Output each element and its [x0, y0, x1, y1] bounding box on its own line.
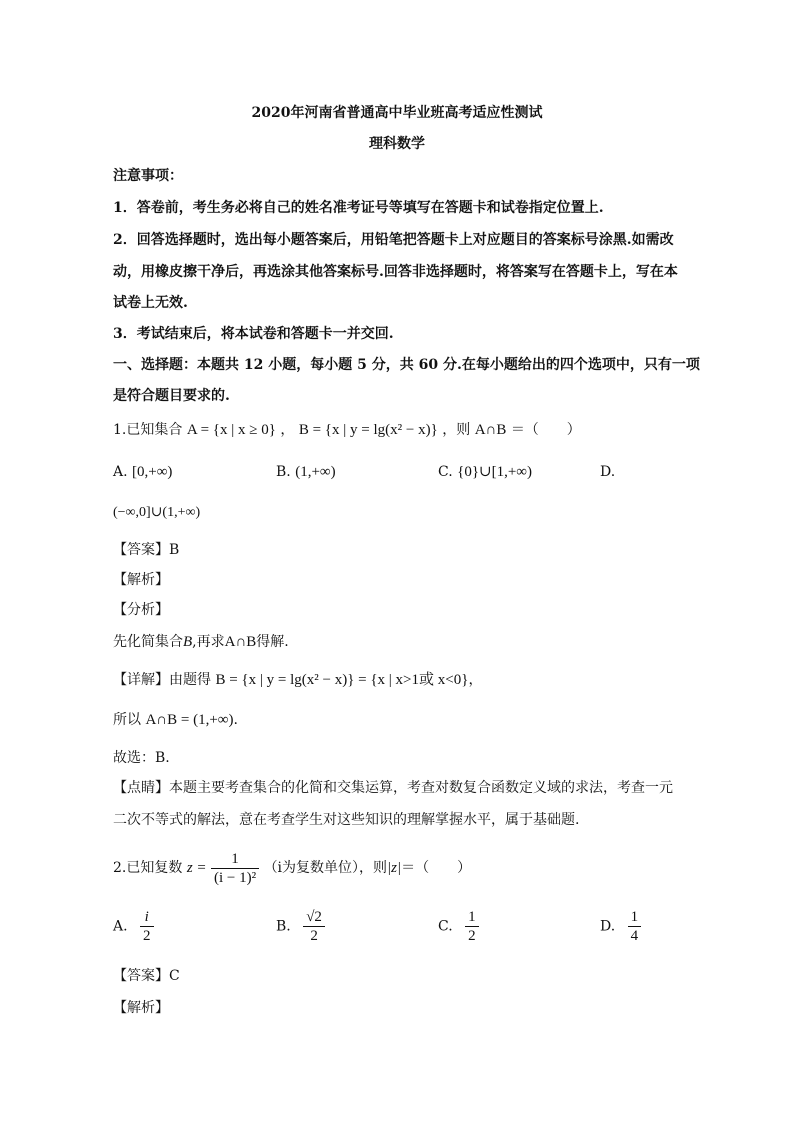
fraction-numerator: 1	[211, 850, 259, 869]
fenxi-intersection: A∩B	[224, 634, 257, 650]
fenxi-set-b: B	[183, 634, 193, 650]
option-a-numerator: i	[140, 908, 154, 927]
question-2-analysis-label: 【解析】	[113, 1000, 169, 1016]
question-1-option-b	[276, 462, 336, 482]
fenxi-text-part-1: 先化简集合	[113, 634, 183, 650]
option-b-value: (1,+∞)	[295, 464, 336, 480]
exam-subtitle: 理科数学	[369, 136, 425, 152]
option-d-label: D.	[600, 918, 616, 935]
conclusion-expression: A∩B = (1,+∞)	[145, 712, 234, 728]
section-heading-line-1: 一、选择题：本题共 12 小题，每小题 5 分，共 60 分.在每小题给出的四个选项中，只有一项	[113, 357, 700, 373]
fenxi-text-part-3: 得解.	[256, 634, 289, 650]
fraction-denominator: (i − 1)²	[213, 869, 257, 886]
option-a-label: A.	[113, 464, 128, 480]
question-2-answer: 【答案】C	[113, 968, 180, 984]
option-c-value: {0}∪[1,+∞)	[457, 464, 532, 480]
question-2-z: z =	[186, 860, 207, 876]
question-1-answer: 【答案】B	[113, 542, 180, 558]
option-b-numerator: √2	[303, 908, 325, 927]
question-1-option-a	[113, 462, 172, 482]
notice-item-1: 1．答卷前，考生务必将自己的姓名准考证号等填写在答题卡和试卷指定位置上.	[113, 200, 604, 216]
question-2-lead: 2.已知复数	[113, 860, 183, 876]
set-b-expression: B = {x | y = lg(x² − x)}	[298, 422, 438, 438]
option-c-denominator: 2	[468, 928, 476, 944]
question-1-fenxi-text	[113, 632, 289, 652]
question-1-review-line-1: 【点睛】本题主要考查集合的化简和交集运算，考查对数复合函数定义域的求法，考查一元	[113, 780, 673, 796]
question-2-tail: ＝（ ）	[401, 860, 472, 876]
question-1-option-d-label: D.	[600, 464, 616, 480]
option-a-denominator: 2	[143, 928, 151, 944]
conclusion-end: .	[233, 712, 238, 728]
option-d-fraction	[628, 908, 642, 945]
exam-title: 2020年河南省普通高中毕业班高考适应性测试	[251, 105, 543, 121]
question-1-analysis-label: 【解析】	[113, 572, 169, 588]
option-a-label: A.	[113, 918, 128, 935]
notice-item-3: 3．考试结束后，将本试卷和答题卡一并交回.	[113, 326, 394, 342]
question-1-option-c	[438, 462, 532, 482]
question-2-middle: （i为复数单位），则	[263, 860, 388, 876]
conclusion-text: 所以	[113, 712, 141, 728]
question-1-tail: ＝（ ）	[510, 422, 581, 438]
option-d-numerator: 1	[628, 908, 642, 927]
question-2-option-a	[113, 908, 154, 945]
question-1-ask: ，则	[442, 422, 471, 438]
question-2-abs-z: |z|	[387, 860, 402, 876]
option-d-denominator: 4	[630, 928, 639, 944]
option-b-denominator: 2	[310, 928, 318, 944]
option-c-label: C.	[438, 464, 453, 480]
question-1-lead: 1.已知集合	[113, 422, 183, 438]
detail-end: ，	[468, 672, 483, 688]
question-1-conclusion	[113, 710, 238, 730]
option-a-fraction	[140, 908, 154, 945]
question-2-option-c	[438, 908, 479, 945]
question-2-fraction	[211, 850, 259, 887]
question-2-stem	[113, 848, 471, 888]
detail-expression: B = {x | y = lg(x² − x)} = {x | x>1或 x<0}	[215, 672, 469, 688]
detail-label: 【详解】由题得	[113, 672, 211, 688]
question-2-option-d	[600, 908, 641, 945]
notice-heading: 注意事项：	[113, 168, 183, 184]
notice-item-2-line-2: 动，用橡皮擦干净后，再选涂其他答案标号.回答非选择题时，将答案写在答题卡上，写在本	[113, 264, 678, 280]
section-heading-line-2: 是符合题目要求的.	[113, 388, 230, 404]
question-1-review-line-2: 二次不等式的解法，意在考查学生对这些知识的理解掌握水平，属于基础题.	[113, 812, 580, 828]
option-b-label: B.	[276, 464, 291, 480]
intersection-expression: A∩B	[474, 422, 507, 438]
question-1-choose: 故选：B.	[113, 750, 170, 766]
set-a-expression: A = {x | x ≥ 0}	[186, 422, 276, 438]
option-c-numerator: 1	[465, 908, 479, 927]
question-2-option-b	[276, 908, 325, 945]
question-1-comma: ，	[280, 422, 295, 438]
option-c-label: C.	[438, 918, 453, 935]
question-1-fenxi-label: 【分析】	[113, 602, 169, 618]
option-b-fraction	[303, 908, 325, 945]
option-c-fraction	[465, 908, 479, 945]
fenxi-text-part-2: ,再求	[192, 634, 225, 650]
question-1-stem	[113, 420, 581, 440]
option-a-value: [0,+∞)	[132, 464, 173, 480]
question-1-detail	[113, 670, 482, 690]
notice-item-2-line-1: 2．回答选择题时，选出每小题答案后，用铅笔把答题卡上对应题目的答案标号涂黑.如需改	[113, 232, 674, 248]
option-b-label: B.	[276, 918, 291, 935]
notice-item-2-line-3: 试卷上无效.	[113, 295, 188, 311]
question-1-option-d-value: (−∞,0]∪(1,+∞)	[113, 505, 201, 520]
